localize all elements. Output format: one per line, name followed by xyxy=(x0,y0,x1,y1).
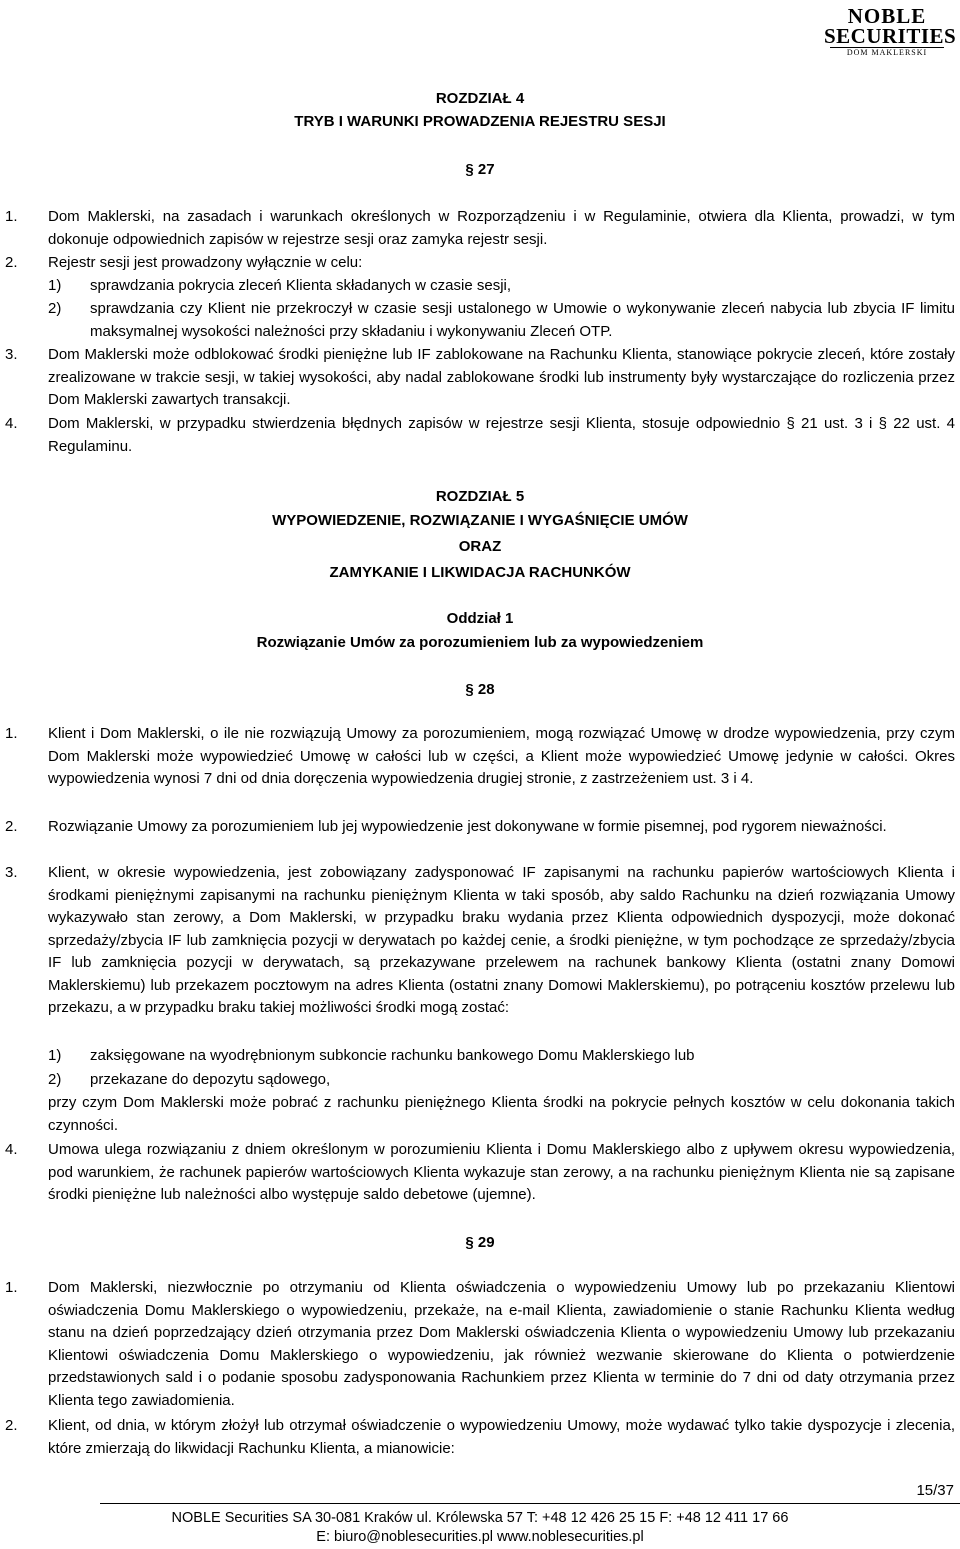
paragraph-number: 1. xyxy=(5,1279,18,1296)
paragraph-number: 1. xyxy=(5,208,18,225)
footer-divider xyxy=(100,1503,960,1504)
sec28-paragraph-2 xyxy=(5,816,955,839)
paragraph-text: Dom Maklerski, niezwłocznie po otrzymaniu od Klienta oświadczenia o wypowiedzeniu Umowy lub po przekazaniu Klientowi oświadczenia Domu Maklerskiego o wypowiedzeniu, przekaże, na e-mail Klienta, zawiadomienie o stanie Rachunku Klienta według stanu na dzień poprzedzający dzień otrzymania przez Dom Maklerski oświadczenia Klienta o wypowiedzeniu Umowy lub przekazaniu Klientowi oświadczenia Domu Maklerskiego o wypowiedzeniu, jak również wezwanie skierowane do Klienta o potwierdzenie przedstawionych sald i o podanie sposobu zadysponowania Rachunkiem przez Klienta w terminie do 7 dni od daty otrzymania przez Klienta tego zawiadomienia. xyxy=(48,1279,955,1409)
item-number: 1) xyxy=(48,1047,62,1064)
division-title: Rozwiązanie Umów za porozumieniem lub za wypowiedzeniem xyxy=(256,634,704,651)
paragraph-text: Klient, w okresie wypowiedzenia, jest zobowiązany zadysponować IF zapisanymi na rachunku papierów wartościowych Klienta i środkami pieniężnymi zapisanymi na rachunku pieniężnym Klienta w taki sposób, aby saldo Rachunku na dzień rozwiązania Umowy wykazywało stan zerowy, a Dom Maklerski, w przypadku braku wydania przez Klienta odpowiednich dyspozycji, może dokonać sprzedaży/zbycia IF lub zamknięcia pozycji w derywatach po każdej cenie, a środki pieniężne, w tym pochodzące ze sprzedaży/zbycia IF lub zamknięcia pozycji w derywatach, są przekazywane przelewem na rachunek bankowy Klienta (ostatni znany Domowi Maklerskiemu) lub przekazem pocztowym na adres Klienta (ostatni znany Domowi Maklerskiemu), po potrąceniu kosztów przelewu lub przekazu, a w przypadku braku takiej możliwości środki mogą zostać: xyxy=(48,864,955,1016)
paragraph-text: Rozwiązanie Umowy za porozumieniem lub jej wypowiedzenie jest dokonywane w formie pisemnej, pod rygorem nieważności. xyxy=(48,818,887,835)
paragraph-number: 4. xyxy=(5,1141,18,1158)
sec27-paragraph-2 xyxy=(5,252,955,275)
sec28-paragraph-4 xyxy=(5,1139,955,1207)
paragraph-text: Dom Maklerski może odblokować środki pieniężne lub IF zablokowane na Rachunku Klienta, stanowiące pokrycie zleceń, które zostały zrealizowane w trakcie sesji, w takiej wysokości, aby nadal zablokowane środki lub instrumenty były wystarczające do rozliczenia przez Dom Maklerski zawartych transakcji. xyxy=(48,346,955,408)
item-text: sprawdzania czy Klient nie przekroczył w czasie sesji ustalonego w Umowie o wykonywanie zleceń nabycia lub zbycia IF limitu maksymalnej wysokości należności przy składaniu i wykonywaniu Zleceń OTP. xyxy=(90,300,955,340)
section-28-heading: § 28 xyxy=(465,681,495,698)
paragraph-number: 4. xyxy=(5,415,18,432)
item-number: 1) xyxy=(48,277,62,294)
sec29-paragraph-1 xyxy=(5,1277,955,1412)
paragraph-text: Klient i Dom Maklerski, o ile nie rozwiązują Umowy za porozumieniem, mogą rozwiązać Umowę w drodze wypowiedzenia, przy czym Dom Maklerski może wypowiedzieć Umowę w całości lub w części, a Klient może wypowiedzieć Umowę jedynie w całości. Okres wypowiedzenia wynosi 7 dni od dnia doręczenia wypowiedzenia drugiej stronie, z zastrzeżeniem ust. 3 i 4. xyxy=(48,725,955,787)
paragraph-number: 3. xyxy=(5,346,18,363)
logo-line-2: SECURITIES xyxy=(824,24,957,48)
paragraph-text: Dom Maklerski, na zasadach i warunkach określonych w Rozporządzeniu i w Regulaminie, otwiera dla Klienta, prowadzi, w tym dokonuje odpowiednich zapisów w rejestrze sesji oraz zamyka rejestr sesji. xyxy=(48,208,955,248)
chapter-5-title: ROZDZIAŁ 5 xyxy=(435,488,525,505)
logo-line-3: DOM MAKLERSKI xyxy=(846,48,928,57)
chapter-5-subtitle-1: WYPOWIEDZENIE, ROZWIĄZANIE I WYGAŚNIĘCIE UMÓW xyxy=(272,512,688,529)
paragraph-text: Rejestr sesji jest prowadzony wyłącznie w celu: xyxy=(48,254,363,271)
item-text: zaksięgowane na wyodrębnionym subkoncie rachunku bankowego Domu Maklerskiego lub xyxy=(90,1047,695,1064)
chapter-4-title: ROZDZIAŁ 4 xyxy=(435,90,525,107)
section-29-heading: § 29 xyxy=(465,1234,495,1251)
sec28-p3-item-1 xyxy=(48,1045,955,1068)
footer-contact-line: NOBLE Securities SA 30-081 Kraków ul. Królewska 57 T: +48 12 426 25 15 F: +48 12 411 17 66 xyxy=(171,1510,789,1526)
paragraph-number: 2. xyxy=(5,254,18,271)
sec27-paragraph-3 xyxy=(5,344,955,412)
sec28-paragraph-3 xyxy=(5,862,955,1020)
paragraph-text: Dom Maklerski, w przypadku stwierdzenia błędnych zapisów w rejestrze sesji Klienta, stosuje odpowiednio § 21 ust. 3 i § 22 ust. 4 Regulaminu. xyxy=(48,415,955,455)
item-number: 2) xyxy=(48,1071,62,1088)
chapter-4-subtitle: TRYB I WARUNKI PROWADZENIA REJESTRU SESJI xyxy=(294,113,666,130)
sec27-paragraph-4 xyxy=(5,413,955,458)
chapter-5-subtitle-2: ORAZ xyxy=(458,538,502,555)
footer-web-line: E: biuro@noblesecurities.pl www.noblesecurities.pl xyxy=(316,1529,644,1545)
item-text: przekazane do depozytu sądowego, xyxy=(90,1071,331,1088)
paragraph-number: 1. xyxy=(5,725,18,742)
paragraph-number: 2. xyxy=(5,1417,18,1434)
division-heading: Oddział 1 xyxy=(446,610,514,627)
paragraph-text: Klient, od dnia, w którym złożył lub otrzymał oświadczenie o wypowiedzeniu Umowy, może wydawać tylko takie dyspozycje i zlecenia, które zmierzają do likwidacji Rachunku Klienta, a mianowicie: xyxy=(48,1417,955,1457)
logo-line-1: NOBLE xyxy=(847,4,927,28)
paragraph-number: 3. xyxy=(5,864,18,881)
sec27-p2-item-1 xyxy=(48,275,955,298)
sec27-paragraph-1 xyxy=(5,206,955,251)
section-27-heading: § 27 xyxy=(465,161,495,178)
company-logo xyxy=(824,4,957,58)
page-number: 15/37 xyxy=(916,1482,954,1499)
paragraph-text: Umowa ulega rozwiązaniu z dniem określonym w porozumieniu Klienta i Domu Maklerskiego albo z upływem okresu wypowiedzenia, pod warunkiem, że rachunek papierów wartościowych Klienta wykazuje stan zerowy, a na rachunku pieniężnym Klienta nie są zapisane środki pieniężne lub należności albo występuje saldo debetowe (ujemne). xyxy=(48,1141,955,1203)
item-number: 2) xyxy=(48,300,62,317)
sec28-paragraph-1 xyxy=(5,723,955,791)
sec29-paragraph-2 xyxy=(5,1415,955,1460)
item-text: sprawdzania pokrycia zleceń Klienta składanych w czasie sesji, xyxy=(90,277,512,294)
sec28-p3-tail: przy czym Dom Maklerski może pobrać z rachunku pieniężnego Klienta środki na pokrycie pełnych kosztów w celu dokonania takich czynności. xyxy=(48,1094,955,1134)
chapter-5-subtitle-3: ZAMYKANIE I LIKWIDACJA RACHUNKÓW xyxy=(329,564,631,581)
sec27-p2-item-2 xyxy=(48,298,955,343)
sec28-p3-item-2 xyxy=(48,1069,955,1092)
paragraph-number: 2. xyxy=(5,818,18,835)
